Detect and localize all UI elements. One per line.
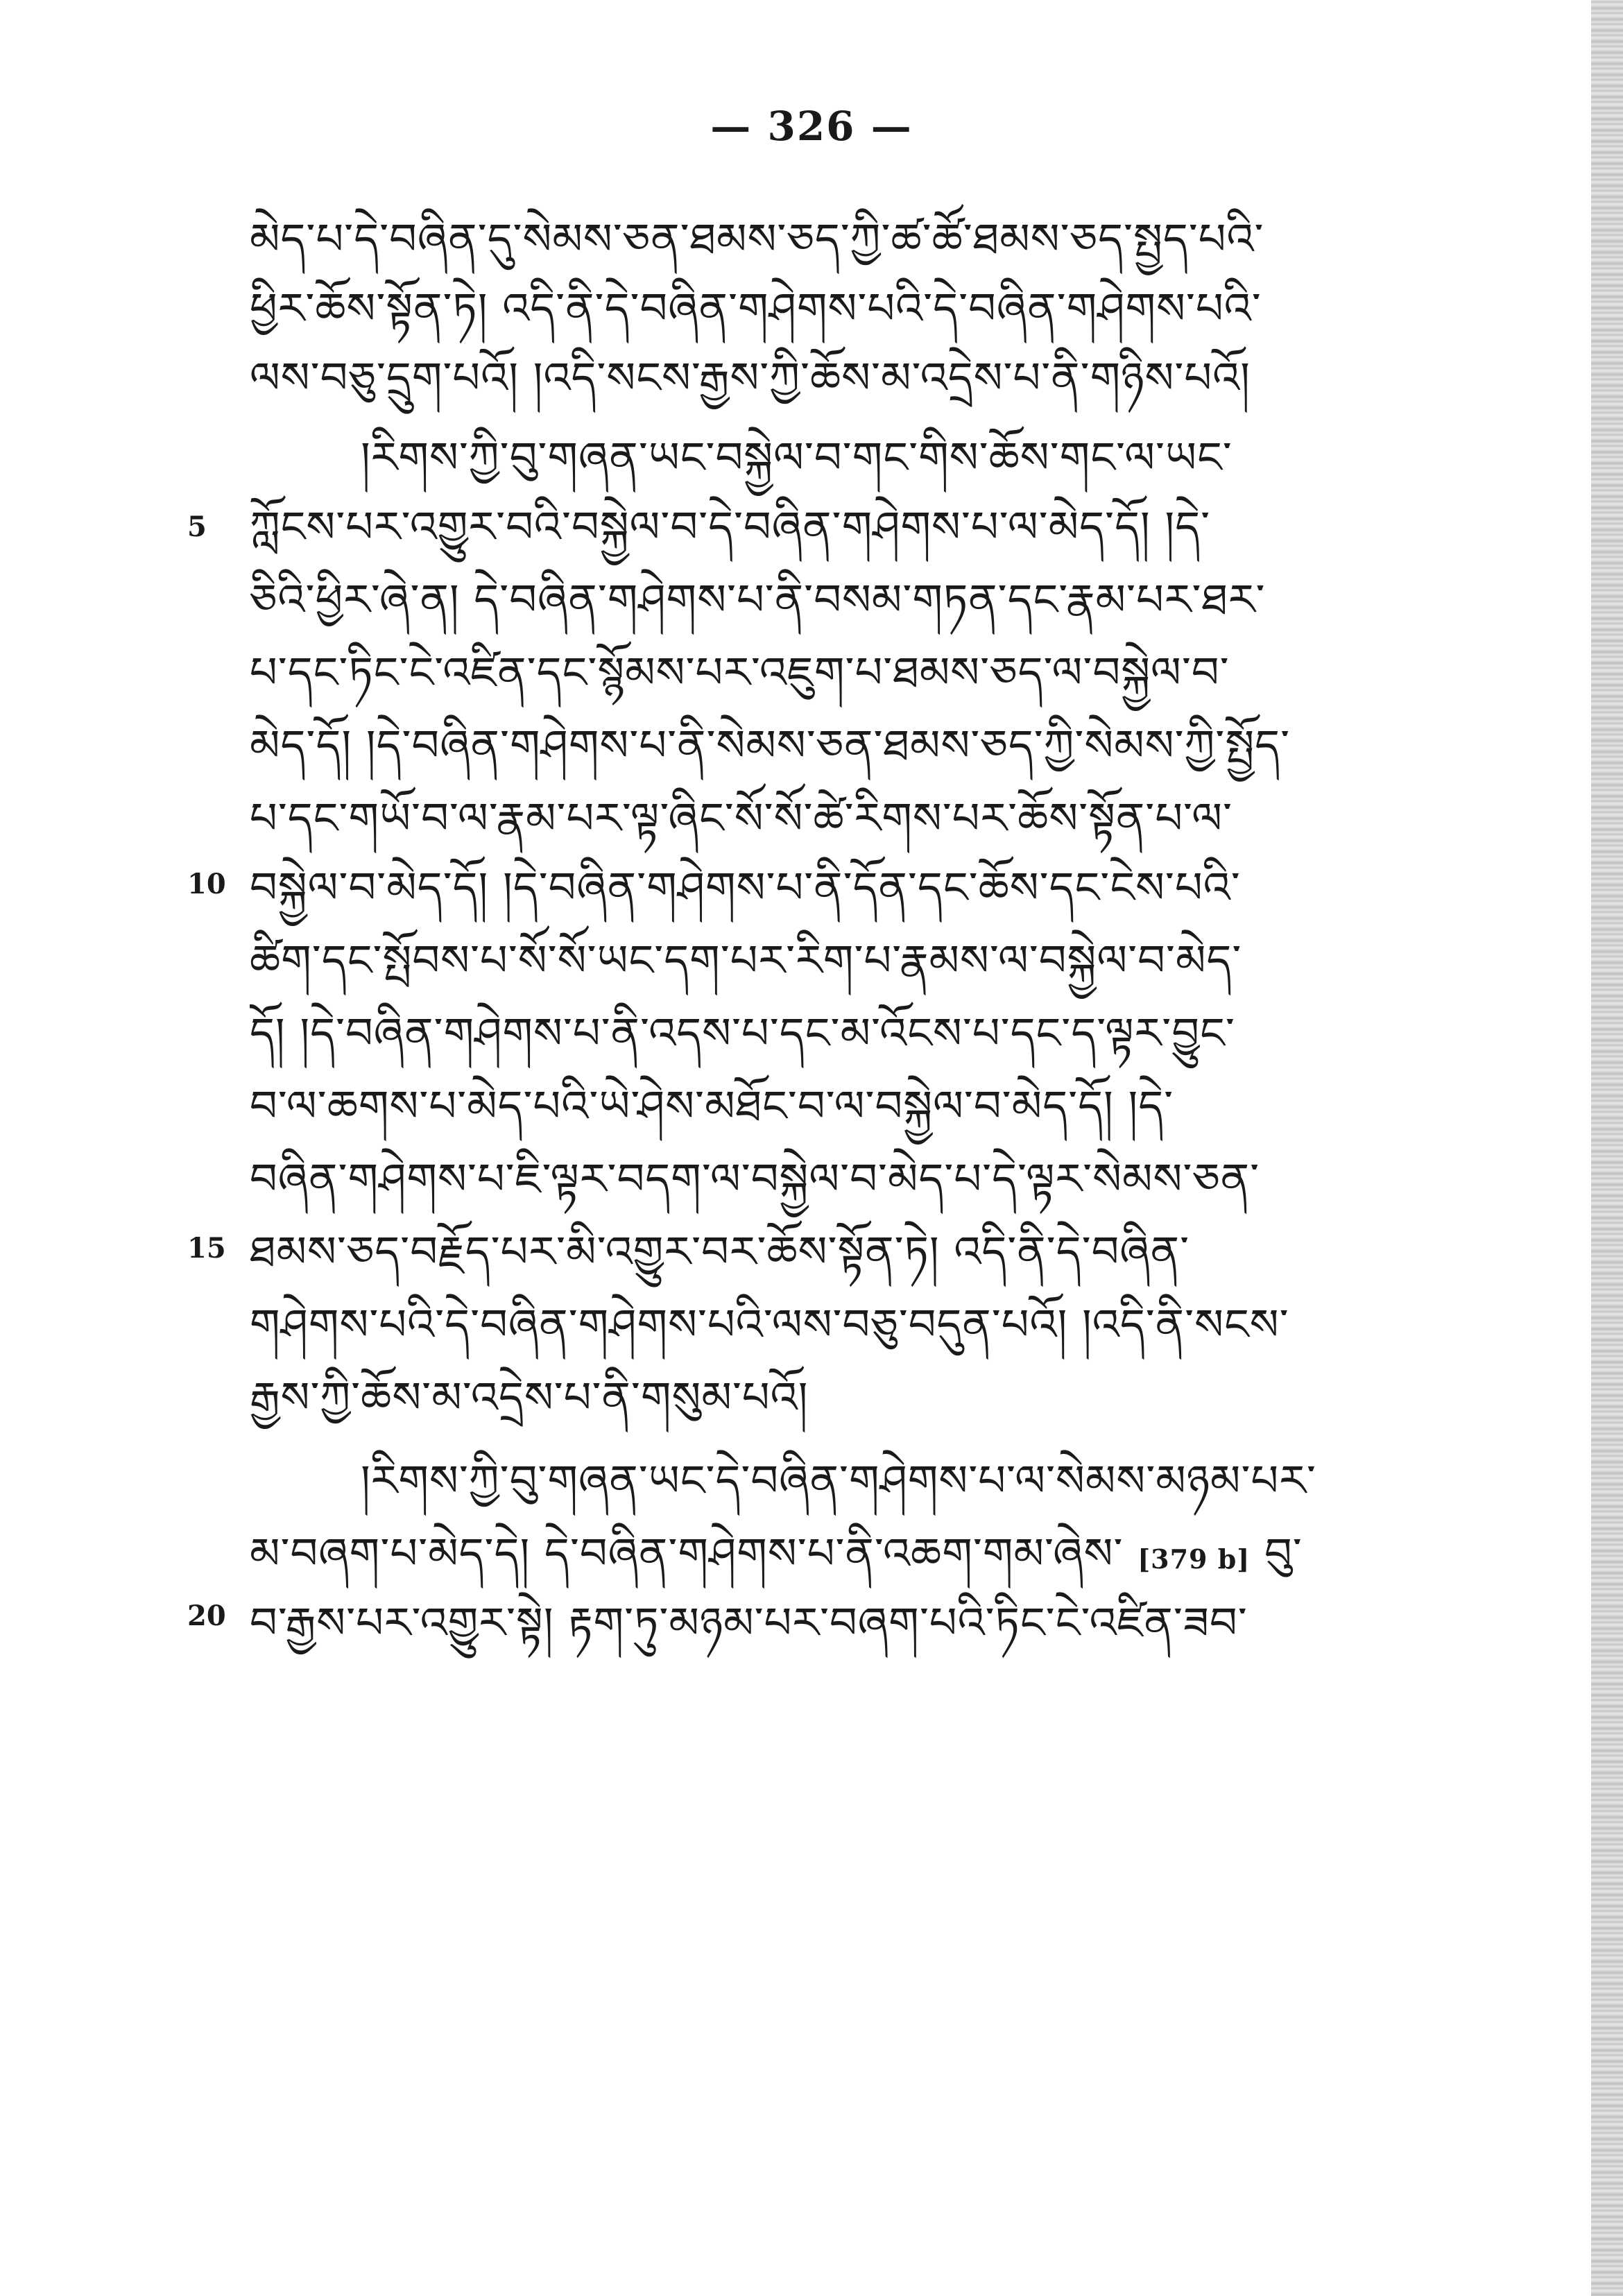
text-line-14: བཞིན་གཤེགས་པ་ཇི་ལྟར་བདག་ལ་བསྐྱེལ་བ་མེད་པ་དེ་ལྟར་སེམས་ཅན་ bbox=[250, 1154, 1260, 1204]
line-number-20: 20 bbox=[187, 1600, 226, 1632]
text-line-9: པ་དང་གཡོ་བ་ལ་རྣམ་པར་ལྟ་ཞིང་སོ་སོ་ཚེ་རིགས་པར་ཆོས་སྟོན་པ་ལ་ bbox=[250, 793, 1233, 843]
text-line-4: །རིགས་ཀྱི་བུ་གཞན་ཡང་བསྐྱེལ་བ་གང་གིས་ཆོས་གང་ལ་ཡང་ bbox=[361, 432, 1233, 483]
text-line-5: ཀློངས་པར་འགྱུར་བའི་བསྐྱེལ་བ་དེ་བཞིན་གཤེགས་པ་ལ་མེད་དོ། །དེ་ bbox=[250, 502, 1211, 552]
text-line-7: པ་དང་ཏིང་ངེ་འཛིན་དང་སྙོམས་པར་འཇུག་པ་ཐམས་ཅད་ལ་བསྐྱེལ་བ་ bbox=[250, 647, 1230, 698]
line-number-10: 10 bbox=[187, 868, 226, 900]
text-line-1: མེད་པ་དེ་བཞིན་དུ་སེམས་ཅན་ཐམས་ཅད་ཀྱི་ཚ་ཚོ་ཐམས་ཅད་སྤྱད་པའི་ bbox=[250, 214, 1264, 264]
folio-trailing-text: བུ་ bbox=[1264, 1528, 1303, 1579]
text-line-16: གཤེགས་པའི་དེ་བཞིན་གཤེགས་པའི་ལས་བཅུ་བདུན་པའོ། །འདི་ནི་སངས་ bbox=[250, 1299, 1289, 1350]
text-line-17: རྒྱས་ཀྱི་ཆོས་མ་འདྲེས་པ་ནི་གསུམ་པའོ། bbox=[250, 1372, 809, 1423]
page-number: — 326 — bbox=[710, 103, 913, 150]
text-line-13: བ་ལ་ཆགས་པ་མེད་པའི་ཡེ་ཤེས་མཐོང་བ་ལ་བསྐྱེལ་བ་མེད་དོ། །དེ་ bbox=[250, 1081, 1174, 1131]
text-line-11: ཚིག་དང་སྤོབས་པ་སོ་སོ་ཡང་དག་པར་རིག་པ་རྣམས་ལ་བསྐྱེལ་བ་མེད་ bbox=[250, 935, 1242, 986]
text-line-12: དོ། །དེ་བཞིན་གཤེགས་པ་ནི་འདས་པ་དང་མ་འོངས་པ་དང་ད་ལྟར་བྱུང་ bbox=[250, 1008, 1235, 1059]
text-line-3: ལས་བཅུ་དྲུག་པའོ། །འདི་སངས་རྒྱས་ཀྱི་ཆོས་མ་འདྲེས་པ་ནི་གཉིས་པའོ། bbox=[250, 352, 1251, 403]
text-line-6: ཅིའི་ཕྱིར་ཞེ་ན། དེ་བཞིན་གཤེགས་པ་ནི་བསམ་གཏན་དང་རྣམ་པར་ཐར་ bbox=[250, 574, 1266, 625]
line-number-15: 15 bbox=[187, 1232, 226, 1265]
text-line-19 bbox=[250, 1516, 1484, 1592]
line-number-5: 5 bbox=[187, 511, 207, 543]
text-line-19-body: མ་བཞག་པ་མེད་དེ། དེ་བཞིན་གཤེགས་པ་ནི་འཆག་གམ་ཞེས་ bbox=[250, 1528, 1124, 1579]
folio-marker: [379 b] bbox=[1137, 1543, 1251, 1575]
text-line-20: བ་རྒྱས་པར་འགྱུར་སྟེ། རྟག་ཏུ་མཉམ་པར་བཞག་པའི་ཏིང་ངེ་འཛིན་ཟབ་ bbox=[250, 1597, 1248, 1648]
text-line-10: བསྐྱེལ་བ་མེད་དོ། །དེ་བཞིན་གཤེགས་པ་ནི་དོན་དང་ཆོས་དང་ངེས་པའི་ bbox=[250, 862, 1241, 913]
scan-edge-shadow bbox=[1591, 0, 1623, 2296]
text-line-2: ཕྱིར་ཆོས་སྟོན་ཏེ། འདི་ནི་དེ་བཞིན་གཤེགས་པའི་དེ་བཞིན་གཤེགས་པའི་ bbox=[250, 283, 1262, 334]
text-line-15: ཐམས་ཅད་བརྗོད་པར་མི་འགྱུར་བར་ཆོས་སྟོན་ཏེ། འདི་ནི་དེ་བཞིན་ bbox=[250, 1226, 1190, 1277]
text-line-18: །རིགས་ཀྱི་བུ་གཞན་ཡང་དེ་བཞིན་གཤེགས་པ་ལ་སེམས་མཉམ་པར་ bbox=[361, 1455, 1316, 1506]
text-line-8: མེད་དོ། །དེ་བཞིན་གཤེགས་པ་ནི་སེམས་ཅན་ཐམས་ཅད་ཀྱི་སེམས་ཀྱི་སྤྱོད་ bbox=[250, 720, 1291, 771]
